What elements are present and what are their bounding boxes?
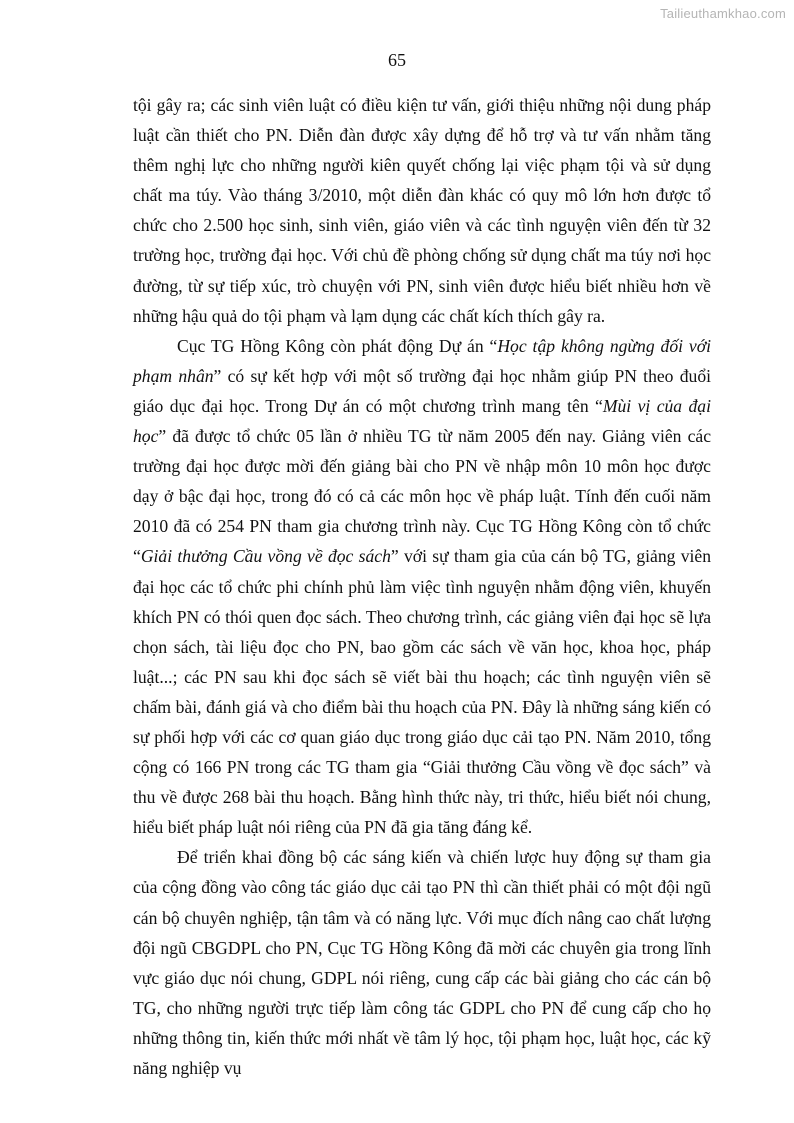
watermark: Tailieuthamkhao.com: [660, 6, 786, 21]
paragraph-1-text: tội gây ra; các sinh viên luật có điều kiện tư vấn, giới thiệu những nội dung pháp luật cần thiết cho PN. Diễn đàn được xây dựng để hỗ trợ và tư vấn nhằm tăng thêm nghị lực cho những người kiên quyết chống lại việc phạm tội và sử dụng chất ma túy. Vào tháng 3/2010, một diễn đàn khác có quy mô lớn hơn được tổ chức cho 2.500 học sinh, sinh viên, giáo viên và các tình nguyện viên đến từ 32 trường học, trường đại học. Với chủ đề phòng chống sử dụng chất ma túy nơi học đường, từ sự tiếp xúc, trò chuyện với PN, sinh viên được hiểu biết nhiều hơn về những hậu quả do tội phạm và lạm dụng các chất kích thích gây ra.: [133, 95, 711, 326]
paragraph-2-italic-program-title: Mùi vị của đại học: [133, 395, 711, 447]
paragraph-2-italic-award-title: Giải thưởng Cầu vồng về đọc sách: [140, 546, 391, 567]
page-body: [133, 90, 711, 1083]
paragraph-2-seg-3: ” có sự kết hợp với một số trường đại học nhằm giúp PN theo đuổi giáo dục đại học. Trong Dự án có một chương trình mang tên “: [133, 365, 712, 416]
paragraph-2-seg-5: ” đã được tổ chức 05 lần ở nhiều TG từ năm 2005 đến nay. Giảng viên các trường đại học được mời đến giảng bài cho PN về nhập môn 10 môn học được dạy ở bậc đại học, trong đó có cả các môn học về pháp luật. Tính đến cuối năm 2010 đã có 254 PN tham gia chương trình này. Cục TG Hồng Kông còn tổ chức “: [133, 426, 711, 567]
paragraph-1: [133, 90, 711, 331]
page-number: 65: [388, 50, 406, 70]
paragraph-2: [133, 331, 711, 843]
paragraph-3-text: Để triển khai đồng bộ các sáng kiến và chiến lược huy động sự tham gia của cộng đồng vào công tác giáo dục cải tạo PN thì cần thiết phải có một đội ngũ cán bộ chuyên nghiệp, tận tâm và có năng lực. Với mục đích nâng cao chất lượng đội ngũ CBGDPL cho PN, Cục TG Hồng Kông đã mời các chuyên gia trong lĩnh vực giáo dục nói chung, GDPL nói riêng, cung cấp các bài giảng cho các cán bộ TG, cho những người trực tiếp làm công tác GDPL cho PN để cung cấp cho họ những thông tin, kiến thức mới nhất về tâm lý học, tội phạm học, luật học, các kỹ năng nghiệp vụ: [133, 847, 711, 1078]
paragraph-2-seg-7: ” với sự tham gia của cán bộ TG, giảng viên đại học các tổ chức phi chính phủ làm việc tình nguyện nhằm động viên, khuyến khích PN có thói quen đọc sách. Theo chương trình, các giảng viên đại học sẽ lựa chọn sách, tài liệu đọc cho PN, bao gồm các sách về văn học, khoa học, pháp luật...; các PN sau khi đọc sách sẽ viết bài thu hoạch; các tình nguyện viên sẽ chấm bài, đánh giá và cho điểm bài thu hoạch của PN. Đây là những sáng kiến có sự phối hợp với các cơ quan giáo dục trong giáo dục cải tạo PN. Năm 2010, tổng cộng có 166 PN trong các TG tham gia “Giải thưởng Cầu vồng về đọc sách” và thu về được 268 bài thu hoạch. Bằng hình thức này, tri thức, hiểu biết nói chung, hiểu biết pháp luật nói riêng của PN đã gia tăng đáng kể.: [133, 546, 711, 838]
paragraph-2-seg-1: Cục TG Hồng Kông còn phát động Dự án “: [177, 335, 498, 356]
paragraph-3: [133, 842, 711, 1083]
paragraph-2-italic-project-title: Học tập không ngừng đối với phạm nhân: [133, 335, 711, 386]
